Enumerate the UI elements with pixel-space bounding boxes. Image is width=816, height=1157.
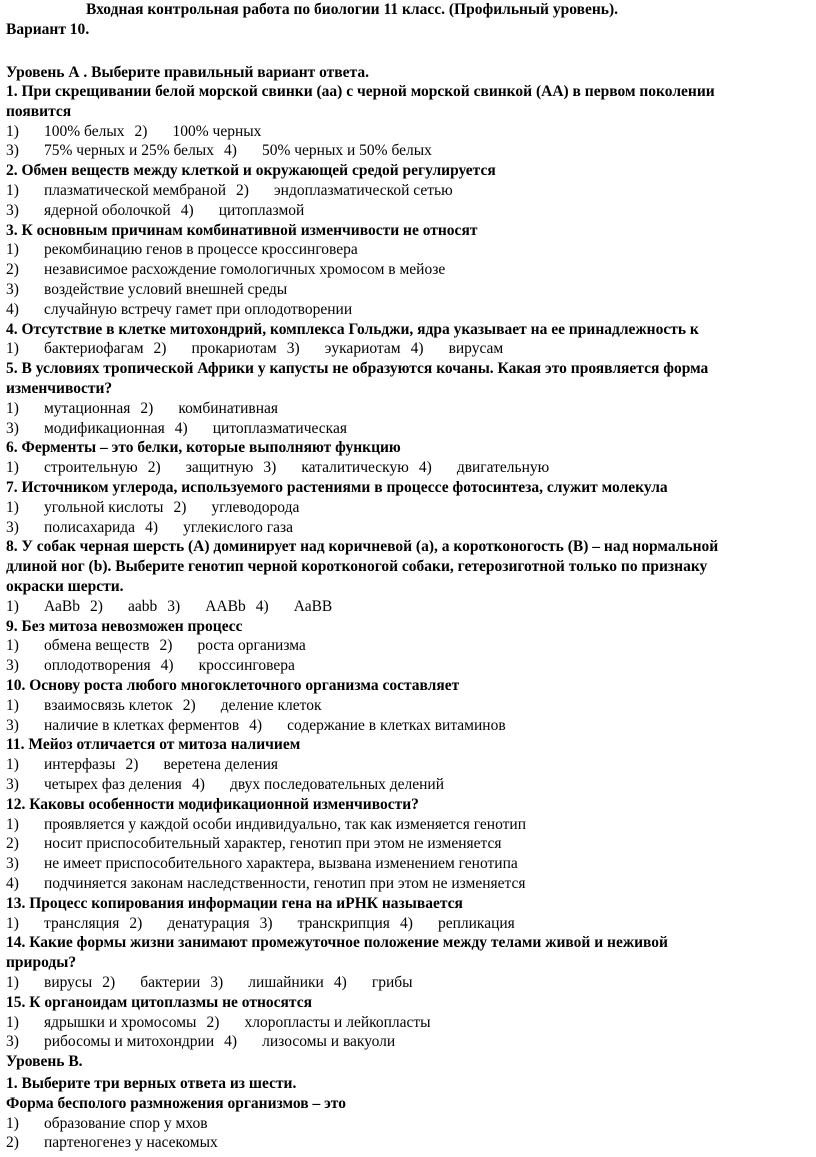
answer-option bbox=[6, 637, 150, 654]
option-number: 1) bbox=[6, 122, 19, 140]
option-number: 1) bbox=[6, 815, 19, 833]
answer-option bbox=[173, 697, 322, 714]
option-number: 4) bbox=[160, 657, 174, 675]
option-text: модификационная bbox=[44, 419, 165, 437]
option-text: рекомбинацию генов в процессе кроссинговера bbox=[44, 241, 358, 259]
option-number: 3) bbox=[6, 201, 19, 219]
option-number: 3) bbox=[6, 419, 19, 437]
question-text: 14. Какие формы жизни занимают промежуточное положение между телами живой и неживой bbox=[6, 934, 668, 952]
option-text: случайную встречу гамет при оплодотворении bbox=[44, 300, 353, 318]
option-number: 1) bbox=[6, 241, 19, 259]
question-text: 7. Источником углерода, используемого растениями в процессе фотосинтеза, служит молекула bbox=[6, 479, 668, 496]
answer-option bbox=[6, 1033, 214, 1050]
option-text: цитоплазмой bbox=[218, 201, 305, 219]
answer-row bbox=[6, 260, 445, 280]
answer-option bbox=[6, 202, 171, 219]
option-number: 2) bbox=[89, 597, 103, 615]
answer-option bbox=[6, 1115, 208, 1132]
answer-option bbox=[409, 459, 549, 476]
option-number: 4) bbox=[224, 1033, 238, 1051]
answer-option bbox=[246, 598, 333, 615]
option-text: прокариотам bbox=[191, 340, 277, 358]
option-text: роста организма bbox=[197, 637, 306, 655]
answer-option bbox=[125, 123, 262, 140]
option-text: каталитическую bbox=[301, 459, 409, 477]
option-text: эндоплазматической сетью bbox=[274, 182, 453, 199]
option-number: 1) bbox=[6, 914, 19, 932]
option-text: трансляция bbox=[44, 914, 120, 932]
option-number: 4) bbox=[249, 716, 263, 734]
question-text: 13. Процесс копирования информации гена на иРНК называется bbox=[6, 894, 463, 912]
answer-option bbox=[163, 499, 299, 516]
option-text: лишайники bbox=[248, 974, 324, 991]
option-number: 2) bbox=[125, 756, 139, 774]
option-text: цитоплазматическая bbox=[212, 419, 347, 437]
answer-row bbox=[6, 240, 358, 260]
answer-option bbox=[171, 202, 305, 219]
option-number: 3) bbox=[6, 518, 19, 536]
answer-row bbox=[6, 1114, 208, 1134]
option-number: 2) bbox=[102, 974, 116, 991]
answer-option bbox=[6, 519, 135, 536]
question-text: 12. Каковы особенности модификационной изменчивости? bbox=[6, 795, 419, 813]
answer-row bbox=[6, 399, 278, 419]
answer-row bbox=[6, 914, 515, 934]
option-text: кроссинговера bbox=[198, 657, 295, 675]
answer-row bbox=[6, 597, 332, 617]
option-text: двух последовательных делений bbox=[229, 776, 444, 793]
answer-row bbox=[6, 300, 352, 320]
question-text: 10. Основу роста любого многоклеточного организма составляет bbox=[6, 677, 460, 694]
answer-option bbox=[6, 182, 226, 199]
answer-option bbox=[165, 420, 347, 437]
option-number: 2) bbox=[6, 261, 19, 279]
option-number: 1) bbox=[6, 1114, 19, 1132]
option-number: 3) bbox=[259, 914, 273, 932]
question-text: 1. При скрещивании белой морской свинки (аа) с черной морской свинкой (АА) в первом поколении bbox=[6, 83, 715, 100]
answer-option bbox=[157, 598, 245, 615]
question-text: окраски шерсти. bbox=[6, 578, 124, 595]
question-text: 4. Отсутствие в клетке митохондрий, комплекса Гольджи, ядра указывает на ее принадлежность к bbox=[6, 320, 699, 338]
answer-option bbox=[150, 637, 306, 654]
answer-option bbox=[138, 459, 254, 476]
option-text: хлоропласты и лейкопласты bbox=[244, 1013, 431, 1031]
option-number: 1) bbox=[6, 340, 19, 358]
answer-row bbox=[6, 775, 444, 795]
answer-option bbox=[6, 816, 526, 833]
answer-row bbox=[6, 716, 506, 736]
option-text: лизосомы и вакуоли bbox=[262, 1033, 396, 1051]
option-number: 3) bbox=[6, 716, 19, 734]
option-number: 3) bbox=[167, 597, 181, 615]
question-text: длиной ног (b). Выберите генотип черной коротконогой собаки, гетерозиготной только по признаку bbox=[6, 558, 708, 576]
variant-label: Вариант 10. bbox=[6, 21, 90, 38]
answer-option bbox=[6, 123, 125, 140]
question-text: 8. У собак черная шерсть (А) доминирует над коричневой (а), а коротконогость (В) – над нормальной bbox=[6, 538, 719, 556]
option-number: 3) bbox=[6, 281, 19, 298]
option-text: репликация bbox=[437, 914, 515, 932]
option-number: 2) bbox=[140, 399, 154, 417]
answer-option bbox=[6, 657, 151, 674]
answer-option bbox=[6, 1014, 196, 1031]
question-text: 15. К органоидам цитоплазмы не относятся bbox=[6, 993, 312, 1011]
worksheet-title: Входная контрольная работа по биологии 11 класс. (Профильный уровень). bbox=[86, 1, 619, 18]
answer-option bbox=[6, 261, 445, 278]
option-text: взаимосвязь клеток bbox=[44, 696, 173, 714]
answer-option bbox=[401, 340, 504, 357]
answer-option bbox=[200, 974, 324, 991]
option-text: ядрышки и хромосомы bbox=[44, 1013, 197, 1031]
option-text: АаВВ bbox=[293, 597, 333, 615]
option-number: 4) bbox=[333, 974, 347, 991]
answer-option bbox=[6, 1134, 218, 1151]
option-text: углеводорода bbox=[211, 498, 300, 516]
option-number: 4) bbox=[6, 300, 19, 318]
option-text: интерфазы bbox=[44, 756, 116, 774]
option-text: угольной кислоты bbox=[44, 498, 164, 516]
level-b-heading: Уровень В. bbox=[6, 1053, 83, 1071]
answer-row bbox=[6, 201, 304, 221]
answer-option bbox=[239, 717, 505, 734]
answer-option bbox=[6, 499, 163, 516]
answer-option bbox=[144, 340, 277, 357]
option-text: веретена деления bbox=[163, 756, 278, 774]
answer-row bbox=[6, 141, 432, 161]
option-text: ААВb bbox=[205, 597, 246, 615]
option-text: ядерной оболочкой bbox=[44, 201, 171, 219]
option-number: 3) bbox=[210, 974, 224, 991]
answer-option bbox=[80, 598, 157, 615]
question-text: 5. В условиях тропической Африки у капусты не образуются кочаны. Какая это проявляется форма bbox=[6, 360, 709, 378]
answer-option bbox=[6, 420, 165, 437]
option-text: деление клеток bbox=[220, 696, 322, 714]
option-number: 4) bbox=[174, 419, 188, 437]
question-text: 11. Мейоз отличается от митоза наличием bbox=[6, 736, 301, 754]
answer-option bbox=[6, 697, 173, 714]
answer-row bbox=[6, 973, 413, 993]
option-text: грибы bbox=[371, 974, 413, 991]
option-number: 3) bbox=[6, 776, 19, 793]
answer-row bbox=[6, 458, 549, 478]
level-b-question: Форма бесполого размножения организмов – это bbox=[6, 1094, 346, 1112]
option-text: 100% черных bbox=[172, 122, 262, 140]
option-text: партеногенез у насекомых bbox=[44, 1134, 218, 1152]
question-text: 2. Обмен веществ между клеткой и окружающей средой регулируется bbox=[6, 162, 496, 180]
option-number: 3) bbox=[6, 855, 19, 873]
answer-option bbox=[130, 400, 278, 417]
answer-option bbox=[6, 598, 80, 615]
answer-row bbox=[6, 419, 347, 439]
option-number: 1) bbox=[6, 459, 19, 477]
answer-option bbox=[250, 915, 390, 932]
option-text: проявляется у каждой особи индивидуально, так как изменяется генотип bbox=[44, 815, 527, 833]
answer-row bbox=[6, 498, 299, 518]
answer-option bbox=[6, 301, 352, 318]
answer-option bbox=[214, 1033, 395, 1050]
option-text: не имеет приспособительного характера, вызвана изменением генотипа bbox=[44, 855, 518, 873]
option-text: обмена веществ bbox=[44, 637, 150, 655]
answer-option bbox=[6, 835, 502, 852]
option-text: содержание в клетках витаминов bbox=[287, 716, 506, 734]
option-number: 2) bbox=[206, 1013, 220, 1031]
option-number: 1) bbox=[6, 1013, 19, 1031]
answer-option bbox=[6, 915, 119, 932]
answer-row bbox=[6, 181, 453, 201]
option-text: плазматической мембраной bbox=[44, 182, 227, 199]
level-b-task: 1. Выберите три верных ответа из шести. bbox=[6, 1075, 297, 1092]
option-text: оплодотворения bbox=[44, 657, 151, 675]
option-text: бактериофагам bbox=[44, 340, 144, 358]
option-text: защитную bbox=[185, 459, 254, 477]
answer-option bbox=[6, 756, 115, 773]
question-text: изменчивости? bbox=[6, 380, 113, 397]
option-number: 4) bbox=[399, 914, 413, 932]
answer-row bbox=[6, 280, 287, 300]
answer-option bbox=[92, 974, 200, 991]
answer-option bbox=[115, 756, 278, 773]
answer-option bbox=[135, 519, 293, 536]
option-text: строительную bbox=[44, 459, 138, 477]
option-text: бактерии bbox=[140, 974, 201, 991]
answer-option bbox=[324, 974, 413, 991]
option-number: 1) bbox=[6, 182, 19, 199]
option-number: 1) bbox=[6, 637, 19, 655]
option-number: 3) bbox=[6, 1033, 19, 1051]
option-number: 3) bbox=[263, 459, 277, 477]
answer-row bbox=[6, 636, 306, 656]
option-text: эукариотам bbox=[324, 340, 401, 358]
answer-option bbox=[151, 657, 295, 674]
question-text: природы? bbox=[6, 954, 77, 972]
option-number: 2) bbox=[173, 498, 187, 516]
option-number: 1) bbox=[6, 399, 19, 417]
option-number: 2) bbox=[6, 835, 19, 853]
question-text: 9. Без митоза невозможен процесс bbox=[6, 617, 243, 635]
option-number: 2) bbox=[236, 182, 249, 199]
answer-row bbox=[6, 339, 503, 359]
level-a-heading: Уровень А . Выберите правильный вариант ответа. bbox=[6, 64, 369, 81]
option-number: 4) bbox=[255, 597, 269, 615]
answer-option bbox=[6, 875, 526, 892]
answer-option bbox=[6, 281, 287, 298]
option-number: 2) bbox=[147, 459, 161, 477]
answer-row bbox=[6, 815, 526, 835]
answer-option bbox=[6, 717, 239, 734]
answer-option bbox=[196, 1014, 430, 1031]
option-text: 75% черных и 25% белых bbox=[44, 142, 214, 160]
option-text: воздействие условий внешней среды bbox=[44, 281, 288, 298]
answer-option bbox=[277, 340, 401, 357]
option-text: наличие в клетках ферментов bbox=[44, 716, 240, 734]
option-text: АаВb bbox=[44, 597, 80, 615]
answer-option bbox=[390, 915, 515, 932]
answer-row bbox=[6, 874, 526, 894]
option-number: 4) bbox=[191, 776, 205, 793]
option-number: 2) bbox=[134, 122, 148, 140]
option-number: 4) bbox=[410, 340, 424, 358]
answer-option bbox=[6, 974, 92, 991]
answer-row bbox=[6, 755, 278, 775]
option-number: 4) bbox=[145, 518, 158, 536]
answer-option bbox=[6, 855, 518, 872]
answer-option bbox=[6, 459, 138, 476]
option-text: носит приспособительный характер, генотип при этом не изменяется bbox=[44, 835, 502, 853]
answer-option bbox=[6, 400, 130, 417]
answer-row bbox=[6, 518, 293, 538]
answer-option bbox=[6, 776, 182, 793]
option-text: денатурация bbox=[167, 914, 250, 932]
answer-option bbox=[214, 142, 432, 159]
option-number: 2) bbox=[129, 914, 143, 932]
option-number: 1) bbox=[6, 498, 19, 516]
option-number: 3) bbox=[6, 142, 19, 160]
option-number: 1) bbox=[6, 974, 19, 991]
answer-row bbox=[6, 122, 261, 142]
option-text: вирусам bbox=[448, 340, 504, 358]
option-number: 4) bbox=[223, 142, 237, 160]
answer-row bbox=[6, 834, 502, 854]
option-text: рибосомы и митохондрии bbox=[44, 1033, 215, 1051]
option-text: образование спор у мхов bbox=[44, 1114, 208, 1132]
answer-row bbox=[6, 656, 295, 676]
option-number: 1) bbox=[6, 756, 19, 774]
option-text: транскрипция bbox=[297, 914, 390, 932]
answer-row bbox=[6, 854, 518, 874]
answer-option bbox=[253, 459, 408, 476]
answer-row bbox=[6, 1032, 395, 1052]
option-text: вирусы bbox=[44, 974, 93, 991]
option-text: ааbb bbox=[127, 597, 158, 615]
question-text: 6. Ферменты – это белки, которые выполняют функцию bbox=[6, 439, 401, 457]
option-number: 4) bbox=[180, 201, 194, 219]
option-text: подчиняется законам наследственности, генотип при этом не изменяется bbox=[44, 875, 526, 892]
option-number: 2) bbox=[182, 696, 196, 714]
answer-option bbox=[119, 915, 249, 932]
option-number: 2) bbox=[6, 1134, 19, 1152]
option-text: мутационная bbox=[44, 399, 131, 417]
question-text: появится bbox=[6, 102, 72, 120]
option-text: четырех фаз деления bbox=[44, 776, 182, 793]
answer-row bbox=[6, 1133, 218, 1153]
option-number: 4) bbox=[6, 875, 19, 892]
option-text: независимое расхождение гомологичных хромосом в мейозе bbox=[44, 261, 446, 279]
answer-row bbox=[6, 1013, 431, 1033]
answer-row bbox=[6, 696, 321, 716]
option-text: 100% белых bbox=[44, 122, 125, 140]
option-text: комбинативная bbox=[178, 399, 278, 417]
option-text: 50% черных и 50% белых bbox=[261, 142, 432, 160]
option-number: 3) bbox=[286, 340, 300, 358]
option-number: 4) bbox=[418, 459, 432, 477]
option-number: 2) bbox=[159, 637, 173, 655]
option-number: 2) bbox=[153, 340, 167, 358]
option-number: 1) bbox=[6, 597, 19, 615]
answer-option bbox=[6, 142, 214, 159]
answer-option bbox=[182, 776, 444, 793]
answer-option bbox=[6, 340, 144, 357]
option-number: 1) bbox=[6, 696, 19, 714]
option-text: полисахарида bbox=[44, 518, 136, 536]
answer-option bbox=[226, 182, 453, 199]
option-text: углекислого газа bbox=[183, 518, 294, 536]
option-text: двигательную bbox=[456, 459, 550, 477]
question-text: 3. К основным причинам комбинативной изменчивости не относят bbox=[6, 221, 478, 239]
option-number: 3) bbox=[6, 657, 19, 675]
answer-option bbox=[6, 241, 358, 258]
